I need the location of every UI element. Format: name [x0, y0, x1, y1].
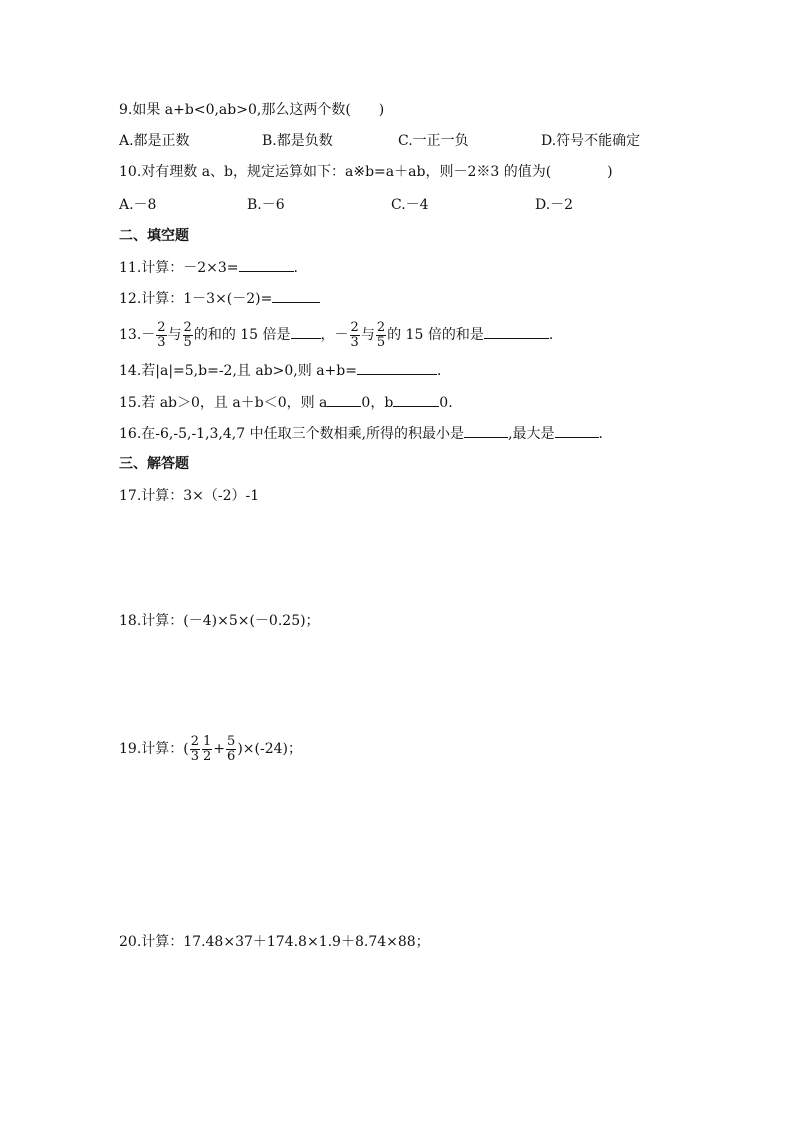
q9-option-d: D.符号不能确定: [541, 133, 641, 149]
q13-fraction-4-numerator: 2: [376, 319, 386, 335]
q15-answer-blank-2[interactable]: [393, 392, 439, 407]
q14-text: 14.若|a|=5,b=-2,且 ab>0,则 a+b=: [119, 363, 357, 379]
question-20: 20.计算：17.48×37＋174.8×1.9＋8.74×88；: [119, 934, 430, 950]
q19-fraction-2-numerator: 1: [203, 733, 212, 749]
q13-fraction-3-numerator: 2: [350, 319, 359, 335]
q11-end: .: [293, 260, 298, 276]
q13-fraction-2: [183, 321, 193, 350]
q16-part-1: 16.在-6,-5,-1,3,4,7 中任取三个数相乘,所得的积最小是: [119, 426, 465, 442]
question-11: [119, 257, 298, 278]
q9-option-b: B.都是负数: [262, 133, 333, 149]
q11-answer-blank[interactable]: [239, 257, 294, 272]
question-10-stem: 10.对有理数 a、b，规定运算如下：a※b=a＋ab，则－2※3 的值为( ): [119, 164, 613, 180]
q13-fraction-1-denominator: 3: [157, 334, 166, 350]
q16-part-3: .: [598, 426, 603, 442]
q19-prefix: 19.计算：(: [119, 741, 189, 757]
q13-fraction-1: [156, 321, 166, 350]
q13-answer-blank-2[interactable]: [484, 324, 549, 339]
question-19: [119, 727, 302, 771]
q13-tail: 的 15 倍的和是: [387, 327, 484, 343]
q10-option-a: A.－8: [119, 197, 157, 213]
question-9-stem: 9.如果 a+b<0,ab>0,那么这两个数( ): [119, 102, 385, 118]
q19-fraction-1-numerator: 2: [190, 733, 200, 749]
q13-minus-2: －: [334, 327, 349, 343]
question-18: 18.计算：(－4)×5×(－0.25)；: [119, 613, 320, 629]
q15-part-1: 15.若 ab＞0，且 a＋b＜0，则 a: [119, 395, 328, 411]
question-14: [119, 360, 441, 381]
q13-fraction-3: [350, 321, 360, 350]
q19-suffix: )×(-24)；: [237, 741, 302, 757]
q15-answer-blank-1[interactable]: [327, 392, 361, 407]
question-13: [119, 313, 553, 357]
q10-option-b: B.－6: [247, 197, 285, 213]
section-heading-solve: 三、解答题: [119, 456, 189, 472]
q13-fraction-2-denominator: 5: [183, 334, 192, 350]
q13-answer-blank-1[interactable]: [291, 324, 321, 339]
q19-fraction-2: [202, 735, 212, 764]
q14-end: .: [436, 363, 442, 379]
q13-prefix: 13.: [119, 327, 142, 343]
q19-fraction-3: [226, 735, 236, 764]
q13-with: 与: [167, 327, 182, 343]
q12-text: 12.计算：1－3×(－2)=: [119, 291, 273, 307]
question-12: [119, 288, 320, 309]
q19-fraction-1: [190, 735, 200, 764]
q16-answer-blank-2[interactable]: [555, 423, 599, 438]
q19-fraction-3-denominator: 6: [227, 748, 236, 764]
q13-comma: ，: [320, 327, 335, 343]
q19-plus: +: [213, 741, 226, 757]
q11-text: 11.计算：－2×3=: [119, 260, 239, 276]
question-15: [119, 392, 453, 413]
question-17: 17.计算：3×（-2）-1: [119, 488, 260, 504]
question-16: [119, 423, 603, 444]
q9-option-a: A.都是正数: [119, 133, 190, 149]
q15-part-3: 0.: [439, 395, 453, 411]
section-heading-fill-in: 二、填空题: [119, 228, 189, 244]
q19-fraction-2-denominator: 2: [203, 748, 212, 764]
q9-option-c: C.一正一负: [398, 133, 469, 149]
q13-minus: －: [141, 327, 156, 343]
q13-fraction-1-numerator: 2: [157, 319, 166, 335]
q13-mid: 的和的 15 倍是: [193, 327, 291, 343]
q16-answer-blank-1[interactable]: [464, 423, 508, 438]
q13-fraction-3-denominator: 3: [350, 334, 359, 350]
q10-option-d: D.－2: [535, 197, 574, 213]
q16-part-2: ,最大是: [508, 426, 555, 442]
q10-option-c: C.－4: [391, 197, 429, 213]
q19-fraction-1-denominator: 3: [190, 748, 200, 764]
q13-fraction-4-denominator: 5: [376, 334, 386, 350]
q13-fraction-2-numerator: 2: [183, 319, 192, 335]
q19-fraction-3-numerator: 5: [227, 733, 236, 749]
q13-fraction-4: [376, 321, 386, 350]
q14-answer-blank[interactable]: [357, 360, 437, 375]
q13-with-2: 与: [360, 327, 375, 343]
q13-end: .: [548, 327, 554, 343]
q12-answer-blank[interactable]: [272, 288, 320, 303]
q15-part-2: 0，b: [361, 395, 394, 411]
